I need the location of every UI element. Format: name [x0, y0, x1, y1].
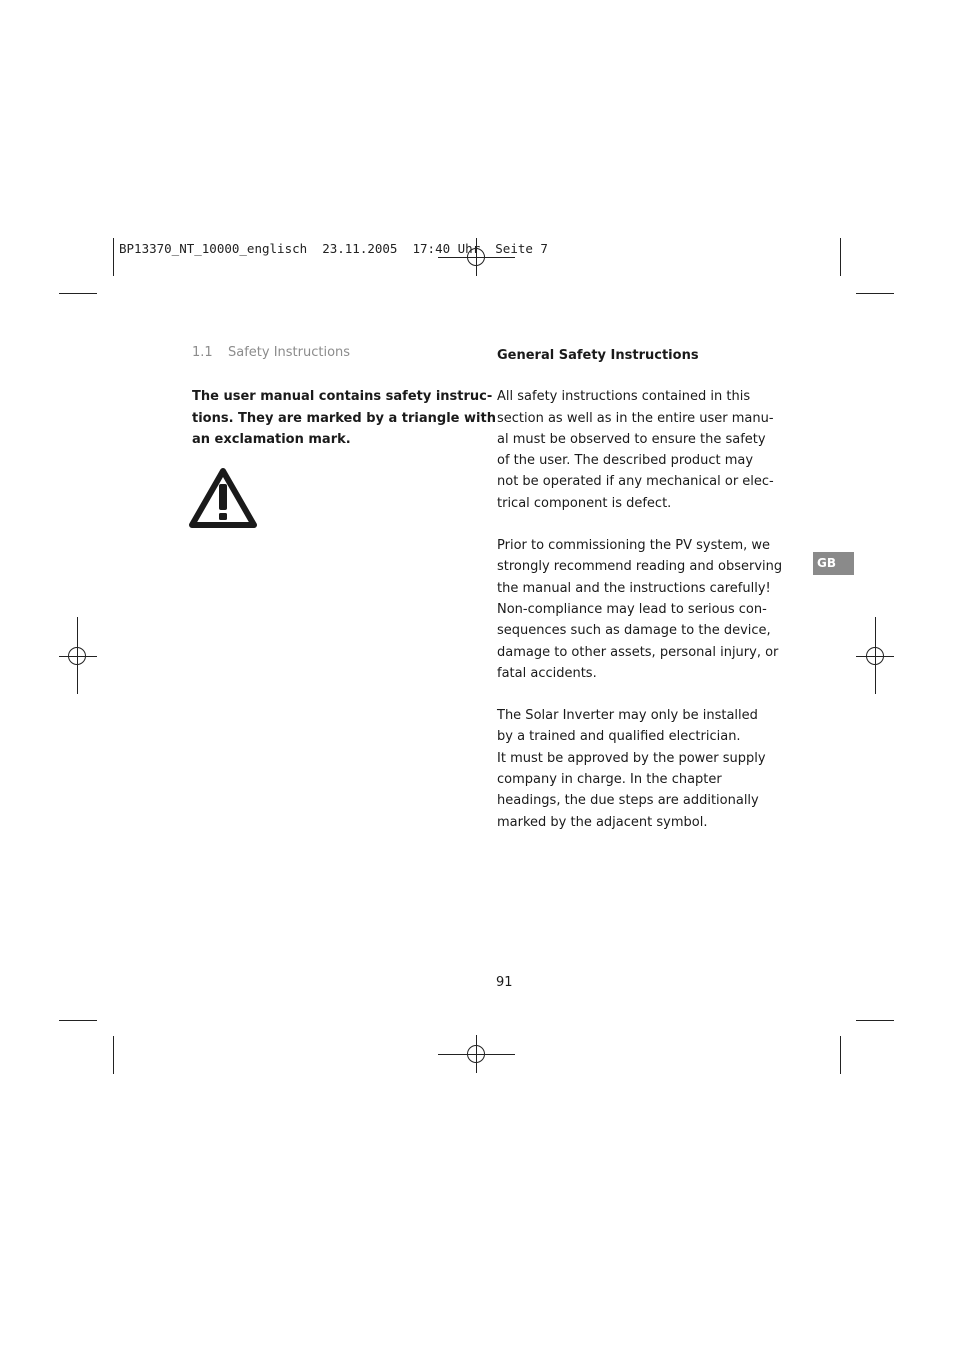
- text-line: by a trained and qualified electrician.: [497, 729, 741, 745]
- text-line: al must be observed to ensure the safety: [497, 431, 766, 447]
- section-heading: [192, 345, 350, 360]
- text-line: section as well as in the entire user manu-: [497, 410, 774, 426]
- intro-line: tions. They are marked by a triangle with: [192, 410, 496, 426]
- text-line: not be operated if any mechanical or elec-: [497, 474, 774, 490]
- text-line: marked by the adjacent symbol.: [497, 814, 708, 830]
- intro-line: an exclamation mark.: [192, 432, 351, 447]
- intro-line: The user manual contains safety instruc-: [192, 389, 493, 404]
- intro-text: [192, 386, 496, 451]
- text-line: It must be approved by the power supply: [497, 750, 766, 766]
- text-line: headings, the due steps are additionally: [497, 793, 759, 809]
- text-line: fatal accidents.: [497, 665, 597, 681]
- text-line: strongly recommend reading and observing: [497, 559, 783, 575]
- text-line: damage to other assets, personal injury, or: [497, 644, 779, 660]
- print-slug-line: BP13370_NT_10000_englisch 23.11.2005 17:40 Uhr Seite 7: [119, 241, 548, 256]
- text-line: sequences such as damage to the device,: [497, 623, 771, 639]
- general-safety-title: General Safety Instructions: [497, 348, 699, 363]
- page-number: 91: [496, 975, 513, 990]
- text-line: the manual and the instructions carefully!: [497, 580, 771, 596]
- text-line: of the user. The described product may: [497, 453, 754, 469]
- text-line: Prior to commissioning the PV system, we: [497, 538, 771, 554]
- text-line: All safety instructions contained in this: [497, 389, 751, 405]
- language-tab: GB: [813, 552, 854, 575]
- general-safety-section: [497, 345, 787, 854]
- paragraph: [497, 386, 787, 514]
- paragraph: [497, 535, 787, 684]
- paragraph: [497, 705, 787, 833]
- text-line: company in charge. In the chapter: [497, 772, 722, 788]
- warning-triangle-icon: [188, 467, 258, 531]
- section-number: 1.1: [192, 345, 213, 360]
- text-line: Non-compliance may lead to serious con-: [497, 601, 767, 617]
- section-title: Safety Instructions: [228, 345, 351, 360]
- text-line: The Solar Inverter may only be installed: [497, 708, 758, 724]
- text-line: trical component is defect.: [497, 495, 672, 511]
